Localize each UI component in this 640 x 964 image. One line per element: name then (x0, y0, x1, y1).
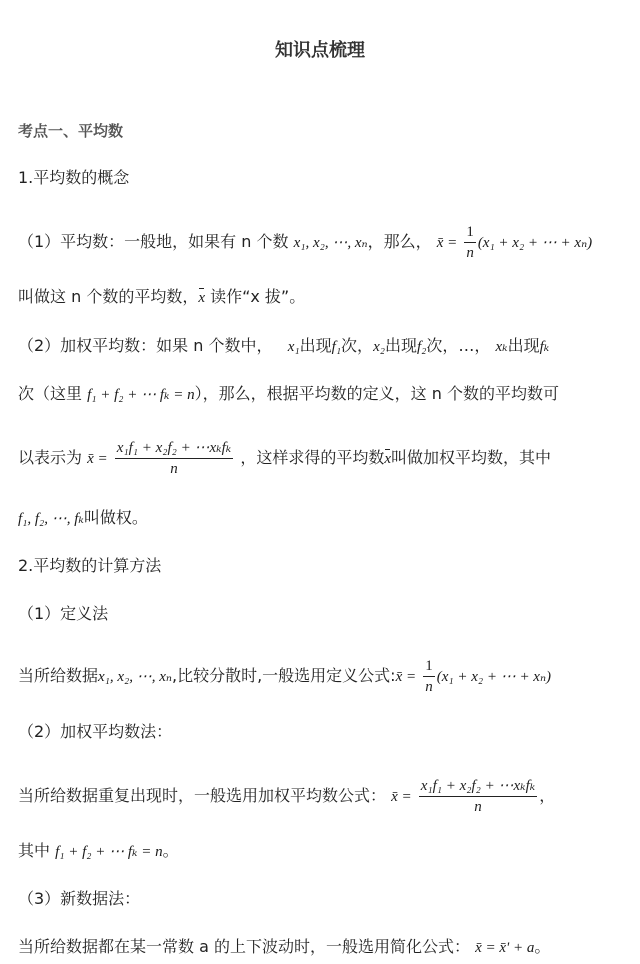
variable-list: x₁, x₂, ⋯, xₙ (293, 235, 368, 251)
weighted-label: （2）加权平均数：如果 n 个数中， (18, 336, 273, 355)
fraction-numerator: 1 (423, 656, 435, 677)
then-text: ，那么， (367, 232, 432, 251)
definition-continuation (18, 286, 632, 309)
method-weighted-heading: （2）加权平均数法： (18, 722, 173, 741)
mean-symbol: x̄ = (436, 235, 458, 251)
period-text: 。 (534, 937, 551, 956)
method-weighted-where (18, 840, 632, 863)
var-x1: x₁ (287, 339, 300, 355)
page-title: 知识点梳理 (275, 40, 365, 61)
fraction-one-over-n (464, 222, 476, 263)
expressed-as-text: 以表示为 (18, 448, 83, 467)
mean-symbol: x̄ = (391, 789, 412, 805)
called-weighted-text: 叫做加权平均数，其中 (391, 448, 552, 467)
mean-symbol: x̄ = (395, 669, 417, 685)
section-heading: 考点一、平均数 (18, 122, 124, 140)
weighted-explain-text: ），那么，根据平均数的定义，这 n 个数的平均数可 (194, 384, 559, 403)
scattered-text: ,比较分散时,一般选用定义公式: (172, 666, 396, 685)
var-xk: xₖ (495, 339, 508, 355)
weighted-denominator: n (170, 461, 178, 477)
definition-line (18, 222, 632, 263)
comma-text: ， (539, 786, 556, 805)
weighted-line-2 (18, 383, 632, 406)
definition-label: （1）平均数：一般地，如果有 n 个数 (18, 232, 289, 251)
subheading-methods: 2.平均数的计算方法 (18, 556, 162, 575)
occurs-text: 出现 (384, 336, 417, 355)
given-data-text: 当所给数据 (18, 666, 99, 685)
var-f2: f₂ (416, 339, 427, 355)
method-new-data-line (18, 936, 632, 959)
where-text: 其中 (18, 841, 51, 860)
sum-expression: (x₁ + x₂ + ⋯ + xₙ) (477, 235, 593, 251)
weight-sum-equation: f₁ + f₂ + ⋯ fₖ = n (55, 844, 163, 860)
ellipsis-text: …， (458, 336, 491, 355)
weighted-line-4 (18, 507, 632, 530)
fluctuate-text: 当所给数据都在某一常数 a 的上下波动时，一般选用简化公式： (18, 937, 470, 956)
method-new-data-heading: （3）新数据法： (18, 889, 141, 908)
read-as-text: 读作“x 拔”。 (205, 287, 306, 306)
sum-expression: (x₁ + x₂ + ⋯ + xₙ) (436, 669, 552, 685)
repeated-data-text: 当所给数据重复出现时，一般选用加权平均数公式： (18, 786, 387, 805)
subheading-concept: 1.平均数的概念 (18, 168, 130, 187)
here-text: 次（这里 (18, 384, 83, 403)
simplified-formula: x̄ = x̄' + a (475, 940, 535, 956)
variable-list: x₁, x₂, ⋯, xₙ (98, 669, 172, 685)
weighted-line-1 (18, 335, 632, 358)
weighted-denominator: n (474, 799, 482, 815)
var-f1: f₁ (331, 339, 342, 355)
fraction-denominator: n (466, 245, 474, 261)
weighted-fraction (419, 776, 538, 817)
weight-sum-equation: f₁ + f₂ + ⋯ fₖ = n (87, 387, 195, 403)
continuation-text: 叫做这 n 个数的平均数， (18, 287, 199, 306)
period-text: 。 (162, 841, 179, 860)
occurs-text: 出现 (299, 336, 332, 355)
var-x2: x₂ (373, 339, 385, 355)
obtained-text: ，这样求得的平均数 (240, 448, 385, 467)
mean-symbol: x̄ = (87, 451, 108, 467)
weighted-fraction (115, 438, 234, 479)
method-definition-heading: （1）定义法 (18, 604, 109, 623)
fraction-numerator: 1 (464, 222, 476, 243)
fraction-one-over-n (423, 656, 435, 697)
method-definition-line (18, 656, 632, 697)
xbar-symbol: x (384, 448, 391, 470)
called-weight-text: 叫做权。 (83, 508, 148, 527)
var-fk: fₖ (539, 339, 550, 355)
times-text: 次， (341, 336, 374, 355)
occurs-text: 出现 (507, 336, 540, 355)
fraction-denominator: n (425, 679, 433, 695)
weights-list: f₁, f₂, ⋯, fₖ (18, 511, 84, 527)
weighted-line-3 (18, 438, 632, 479)
times-text: 次， (426, 336, 459, 355)
weighted-numerator: x₁f₁ + x₂f₂ + ⋯xₖfₖ (419, 776, 538, 797)
xbar-symbol: x (198, 287, 205, 309)
weighted-numerator: x₁f₁ + x₂f₂ + ⋯xₖfₖ (115, 438, 234, 459)
method-weighted-line (18, 776, 632, 817)
